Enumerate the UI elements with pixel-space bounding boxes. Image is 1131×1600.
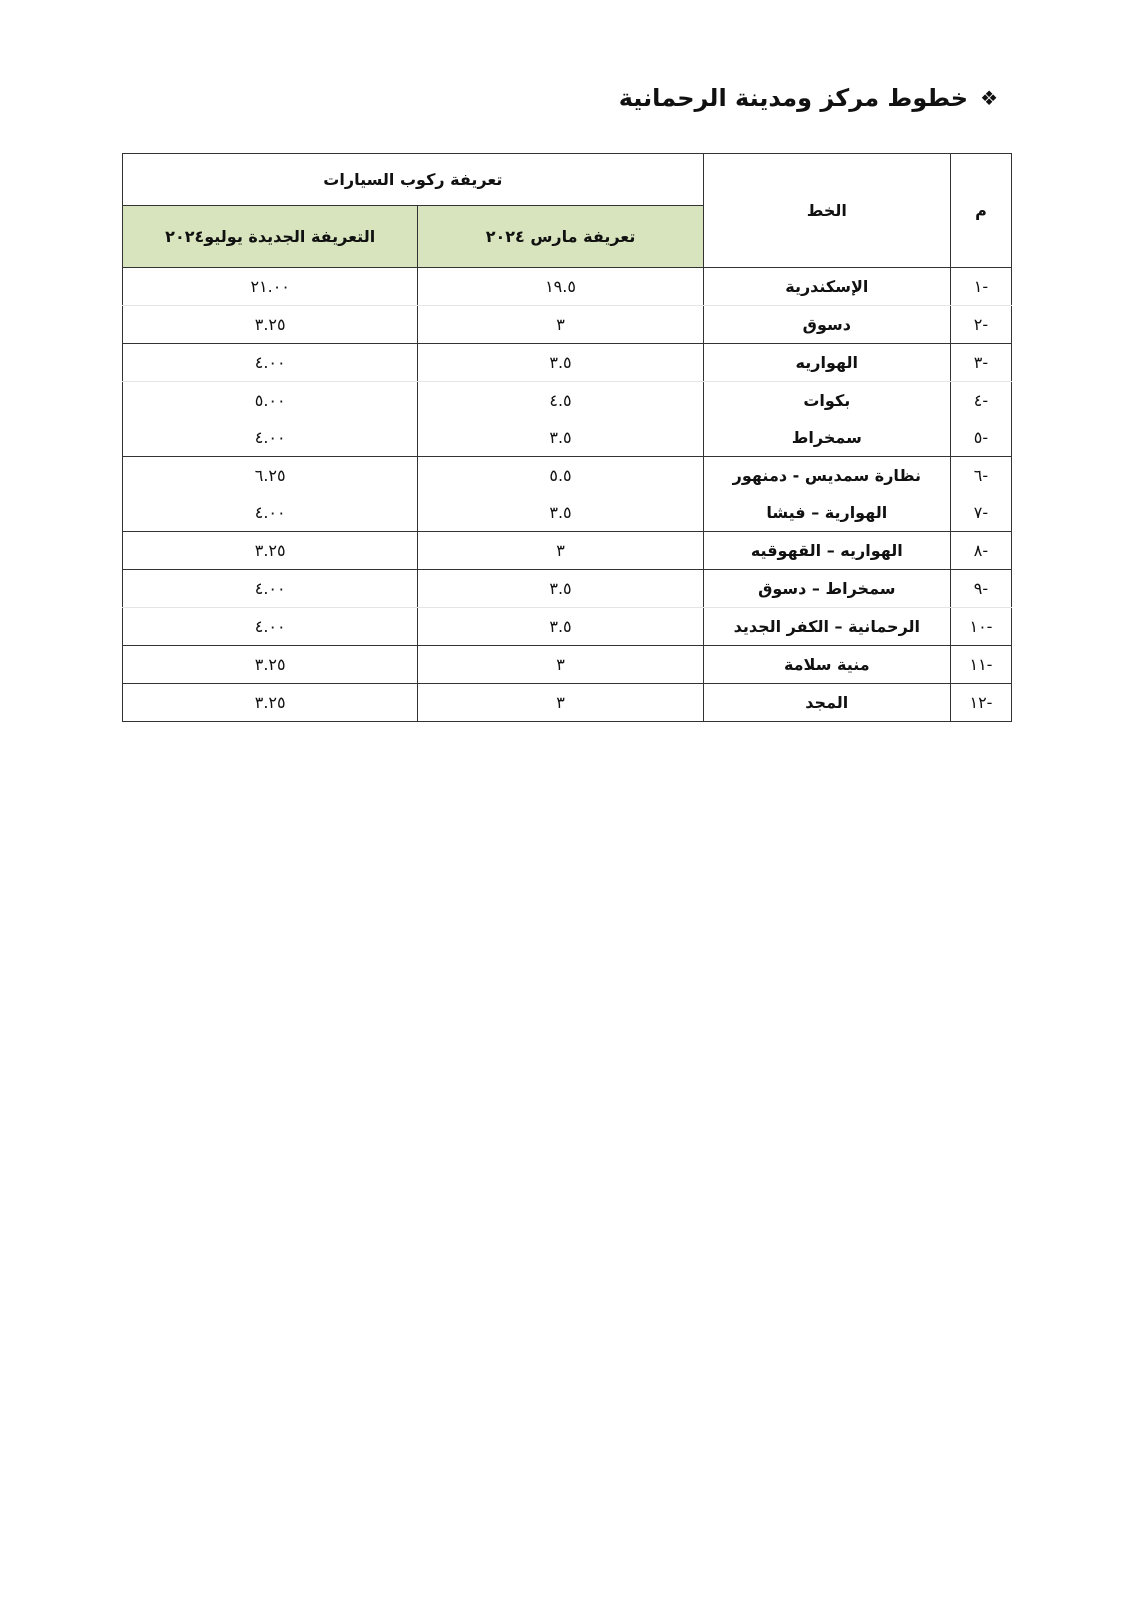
row-line: الرحمانية – الكفر الجديد bbox=[703, 608, 950, 646]
row-number: -٤ bbox=[950, 382, 1011, 420]
page-heading bbox=[619, 84, 998, 112]
table-row bbox=[123, 382, 1012, 420]
row-line: منية سلامة bbox=[703, 646, 950, 684]
row-march-fare: ٣.٥ bbox=[418, 419, 703, 457]
row-july-fare: ٤.٠٠ bbox=[123, 344, 418, 382]
table-row bbox=[123, 306, 1012, 344]
row-line: الهواريه bbox=[703, 344, 950, 382]
row-july-fare: ٢١.٠٠ bbox=[123, 268, 418, 306]
table-row bbox=[123, 570, 1012, 608]
row-line: المجد bbox=[703, 684, 950, 722]
row-line: دسوق bbox=[703, 306, 950, 344]
table-row bbox=[123, 532, 1012, 570]
row-july-fare: ٣.٢٥ bbox=[123, 306, 418, 344]
row-july-fare: ٣.٢٥ bbox=[123, 532, 418, 570]
fares-table bbox=[122, 153, 1012, 722]
row-march-fare: ٣ bbox=[418, 646, 703, 684]
row-number: -٨ bbox=[950, 532, 1011, 570]
row-number: -٥ bbox=[950, 419, 1011, 457]
row-line: سمخراط bbox=[703, 419, 950, 457]
row-march-fare: ٣.٥ bbox=[418, 570, 703, 608]
page-title: خطوط مركز ومدينة الرحمانية bbox=[618, 84, 969, 112]
row-july-fare: ٤.٠٠ bbox=[123, 494, 418, 532]
row-july-fare: ٤.٠٠ bbox=[123, 608, 418, 646]
row-line: بكوات bbox=[703, 382, 950, 420]
row-july-fare: ٣.٢٥ bbox=[123, 684, 418, 722]
row-march-fare: ٣ bbox=[418, 532, 703, 570]
row-march-fare: ٤.٥ bbox=[418, 382, 703, 420]
row-number: -٢ bbox=[950, 306, 1011, 344]
table-row bbox=[123, 494, 1012, 532]
table-row bbox=[123, 684, 1012, 722]
table-row bbox=[123, 646, 1012, 684]
header-fare-group: تعريفة ركوب السيارات bbox=[123, 154, 704, 206]
fare-rows bbox=[123, 268, 1012, 722]
header-number: م bbox=[950, 154, 1011, 268]
diamond-bullet-icon: ❖ bbox=[980, 86, 998, 110]
table-row bbox=[123, 419, 1012, 457]
row-july-fare: ٣.٢٥ bbox=[123, 646, 418, 684]
row-july-fare: ٦.٢٥ bbox=[123, 457, 418, 495]
row-number: -١ bbox=[950, 268, 1011, 306]
row-july-fare: ٤.٠٠ bbox=[123, 570, 418, 608]
header-march-fare: تعريفة مارس ٢٠٢٤ bbox=[418, 206, 703, 268]
row-number: -٧ bbox=[950, 494, 1011, 532]
row-line: نظارة سمديس - دمنهور bbox=[703, 457, 950, 495]
row-line: سمخراط – دسوق bbox=[703, 570, 950, 608]
table-row bbox=[123, 608, 1012, 646]
row-march-fare: ٣ bbox=[418, 306, 703, 344]
table-row bbox=[123, 344, 1012, 382]
row-march-fare: ٣ bbox=[418, 684, 703, 722]
row-number: -١٢ bbox=[950, 684, 1011, 722]
row-line: الهواريه – القهوقيه bbox=[703, 532, 950, 570]
row-july-fare: ٥.٠٠ bbox=[123, 382, 418, 420]
row-number: -٩ bbox=[950, 570, 1011, 608]
row-march-fare: ١٩.٥ bbox=[418, 268, 703, 306]
row-line: الإسكندرية bbox=[703, 268, 950, 306]
table-row bbox=[123, 268, 1012, 306]
header-line: الخط bbox=[703, 154, 950, 268]
table-row bbox=[123, 457, 1012, 495]
row-number: -١١ bbox=[950, 646, 1011, 684]
row-number: -١٠ bbox=[950, 608, 1011, 646]
row-july-fare: ٤.٠٠ bbox=[123, 419, 418, 457]
row-number: -٦ bbox=[950, 457, 1011, 495]
row-line: الهوارية – فيشا bbox=[703, 494, 950, 532]
header-july-fare: التعريفة الجديدة يوليو٢٠٢٤ bbox=[123, 206, 418, 268]
row-march-fare: ٥.٥ bbox=[418, 457, 703, 495]
row-march-fare: ٣.٥ bbox=[418, 608, 703, 646]
row-march-fare: ٣.٥ bbox=[418, 494, 703, 532]
row-number: -٣ bbox=[950, 344, 1011, 382]
row-march-fare: ٣.٥ bbox=[418, 344, 703, 382]
